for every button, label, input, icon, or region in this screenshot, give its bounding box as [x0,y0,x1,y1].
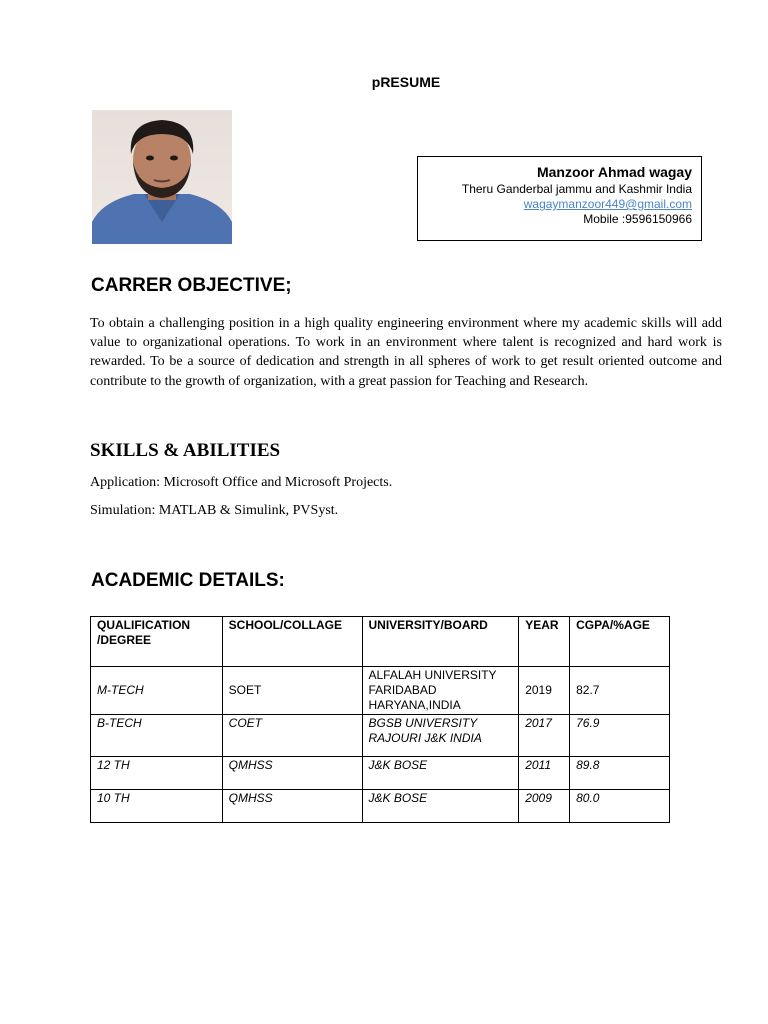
table-row [91,715,670,757]
profile-photo [92,110,232,244]
table-cell: COET [222,715,362,757]
table-cell: 2011 [519,757,570,790]
column-header: UNIVERSITY/BOARD [362,617,519,667]
column-header: QUALIFICATION /DEGREE [91,617,223,667]
academic-heading: ACADEMIC DETAILS: [91,570,285,591]
skill-item-application: Application: Microsoft Office and Microsoft Projects. [90,475,393,490]
table-cell: 80.0 [570,790,670,823]
table-cell: 76.9 [570,715,670,757]
table-cell: M-TECH [91,667,223,715]
column-header: YEAR [519,617,570,667]
contact-box [417,156,702,241]
column-header: CGPA/%AGE [570,617,670,667]
table-header-row [91,617,670,667]
table-cell: 10 TH [91,790,223,823]
table-cell: 2019 [519,667,570,715]
objective-text: To obtain a challenging position in a high quality engineering environment where my academic skills will add value to organizational operations. To work in an environment where talent is recognized and hard work is rewarded. To be a source of dedication and strength in all spheres of work to get result oriented outcome and contribute to the growth of organization, with a great passion for Teaching and Research. [90,316,722,389]
table-cell: B-TECH [91,715,223,757]
page-title: pRESUME [371,74,441,90]
table-cell: SOET [222,667,362,715]
contact-mobile: Mobile :9596150966 [583,212,692,226]
table-cell: 2009 [519,790,570,823]
column-header: SCHOOL/COLLAGE [222,617,362,667]
skill-item-simulation: Simulation: MATLAB & Simulink, PVSyst. [90,503,339,518]
contact-name: Manzoor Ahmad wagay [536,164,692,180]
table-cell: BGSB UNIVERSITY RAJOURI J&K INDIA [362,715,519,757]
skills-heading: SKILLS & ABILITIES [90,440,281,461]
table-cell: 82.7 [570,667,670,715]
table-row [91,757,670,790]
table-cell: ALFALAH UNIVERSITY FARIDABAD HARYANA,INDIA [362,667,519,715]
table-cell: 2017 [519,715,570,757]
table-row [91,790,670,823]
table-cell: 12 TH [91,757,223,790]
table-cell: QMHSS [222,757,362,790]
academic-table [90,616,670,823]
contact-email-link[interactable]: wagaymanzoor449@gmail.com [523,197,692,211]
table-cell: QMHSS [222,790,362,823]
table-cell: J&K BOSE [362,757,519,790]
contact-address: Theru Ganderbal jammu and Kashmir India [461,182,692,196]
table-row [91,667,670,715]
table-cell: 89.8 [570,757,670,790]
objective-heading: CARRER OBJECTIVE; [91,275,292,296]
table-cell: J&K BOSE [362,790,519,823]
